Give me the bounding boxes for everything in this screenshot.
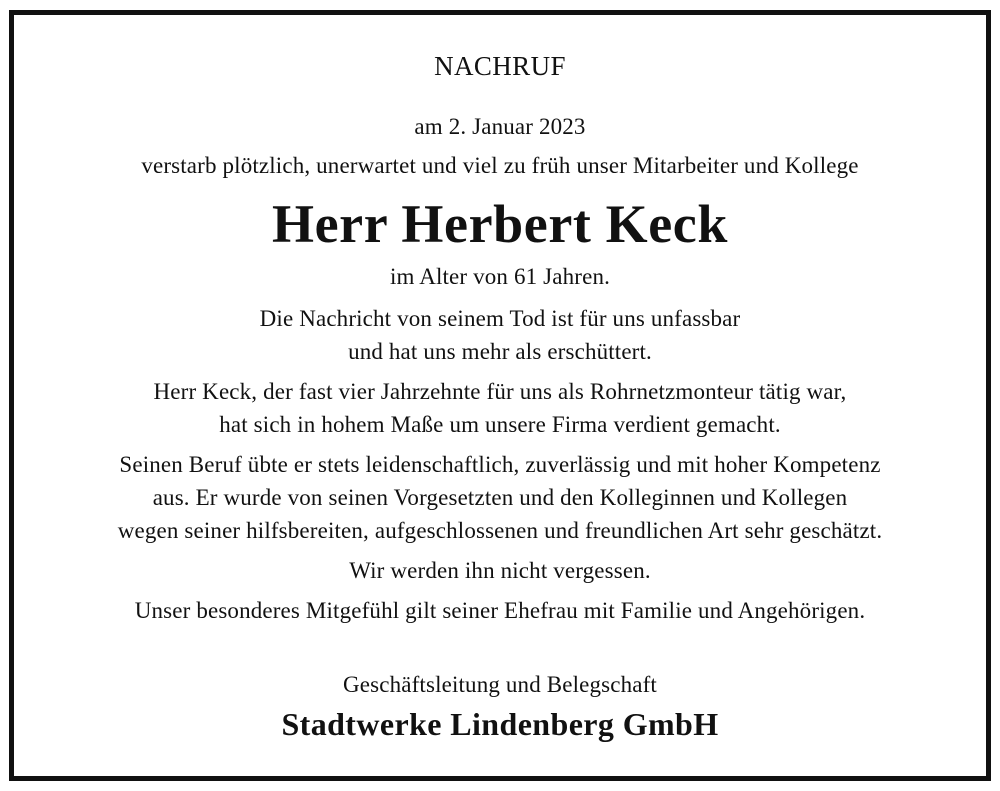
paragraph-3-line-3: wegen seiner hilfsbereiten, aufgeschlossenen und freundlichen Art sehr geschätzt. xyxy=(117,518,883,543)
intro-line: verstarb plötzlich, unerwartet und viel zu früh unser Mitarbeiter und Kollege xyxy=(141,153,859,178)
signature-department: Geschäftsleitung und Belegschaft xyxy=(343,672,657,697)
age-line: im Alter von 61 Jahren. xyxy=(390,264,610,289)
notice-heading: NACHRUF xyxy=(434,51,566,81)
paragraph-3-line-1: Seinen Beruf übte er stets leidenschaftlich, zuverlässig und mit hoher Kompetenz xyxy=(119,452,881,477)
paragraph-2-line-1: Herr Keck, der fast vier Jahrzehnte für uns als Rohrnetzmonteur tätig war, xyxy=(153,379,847,404)
deceased-name: Herr Herbert Keck xyxy=(272,194,728,254)
signature-company: Stadtwerke Lindenberg GmbH xyxy=(281,706,719,742)
paragraph-4-line-1: Wir werden ihn nicht vergessen. xyxy=(349,558,651,583)
paragraph-1-line-1: Die Nachricht von seinem Tod ist für uns unfassbar xyxy=(259,306,741,331)
paragraph-2-line-2: hat sich in hohem Maße um unsere Firma verdient gemacht. xyxy=(219,412,781,437)
paragraph-3-line-2: aus. Er wurde von seinen Vorgesetzten und den Kolleginnen und Kollegen xyxy=(152,485,848,510)
paragraph-5-line-1: Unser besonderes Mitgefühl gilt seiner Ehefrau mit Familie und Angehörigen. xyxy=(134,598,866,623)
paragraph-1-line-2: und hat uns mehr als erschüttert. xyxy=(348,339,652,364)
date-line: am 2. Januar 2023 xyxy=(414,114,586,139)
